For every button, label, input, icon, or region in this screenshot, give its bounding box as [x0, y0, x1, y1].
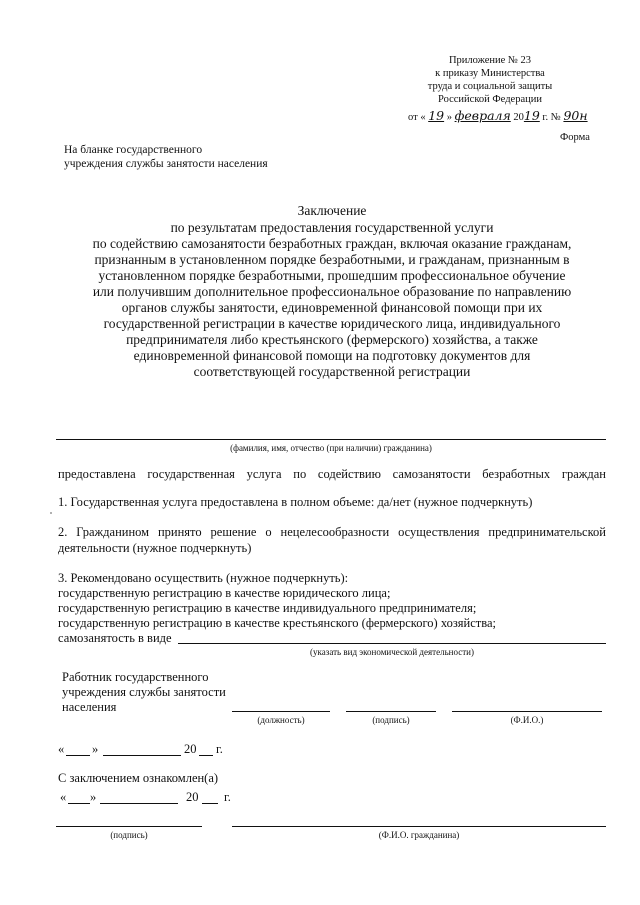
- document-title: [48, 203, 616, 380]
- date-2: [60, 790, 260, 806]
- economic-activity-field[interactable]: [178, 643, 606, 644]
- blank-line-2: учреждения службы занятости населения: [64, 158, 268, 170]
- item-3-line-2: государственную регистрацию в качестве юридического лица;: [58, 586, 391, 600]
- citizen-name-caption: (фамилия, имя, отчество (при наличии) гражданина): [230, 443, 432, 453]
- provided-text: предоставлена государственная услуга по содействию самозанятости безработных граждан: [58, 467, 606, 481]
- order-number-prefix: г. №: [542, 112, 561, 123]
- date-2-year-field[interactable]: [202, 803, 218, 804]
- item-1: 1. Государственная услуга предоставлена в полном объеме: да/нет (нужное подчеркнуть): [58, 495, 533, 509]
- title-line: по результатам предоставления государственной услуги: [170, 220, 494, 235]
- form-label: Форма: [560, 132, 590, 143]
- citizen-signature-caption: (подпись): [110, 830, 148, 840]
- worker-position-field[interactable]: [232, 711, 330, 712]
- date-1-close-quote: »: [92, 742, 99, 756]
- acquainted-label: С заключением ознакомлен(а): [58, 771, 219, 785]
- item-3-line-3: государственную регистрацию в качестве индивидуального предпринимателя;: [58, 601, 477, 615]
- blank-note: [64, 143, 324, 171]
- date-2-day-field[interactable]: [68, 803, 90, 804]
- citizen-fullname-caption: (Ф.И.О. гражданина): [378, 830, 460, 840]
- date-1-year-prefix: 20: [184, 742, 197, 756]
- date-1-year-field[interactable]: [199, 755, 213, 756]
- appendix-line-3: труда и социальной защиты: [427, 81, 553, 92]
- title-line: соответствующей государственной регистрации: [193, 364, 471, 379]
- title-heading: Заключение: [297, 203, 367, 218]
- worker-label: [62, 670, 242, 715]
- item-3-line-5: самозанятость в виде: [58, 631, 172, 645]
- appendix-line-4: Российской Федерации: [438, 94, 542, 105]
- title-line: органов службы занятости, единовременной финансовой помощи при их: [121, 300, 543, 315]
- date-1-year-suffix: г.: [216, 742, 223, 756]
- scan-speck: [50, 512, 52, 514]
- worker-signature-caption: (подпись): [372, 715, 410, 725]
- title-line: государственной регистрации в качестве юридического лица, индивидуального: [103, 316, 561, 331]
- worker-line-2: учреждения службы занятости: [62, 685, 226, 699]
- title-line: или получившим дополнительное профессиональное образование по направлению: [92, 284, 572, 299]
- date-1-month-field[interactable]: [103, 755, 181, 756]
- item-3-line-4: государственную регистрацию в качестве крестьянского (фермерского) хозяйства;: [58, 616, 496, 630]
- title-line: по содействию самозанятости безработных граждан, включая оказание гражданам,: [92, 236, 572, 251]
- item-2-line-1: 2. Гражданином принято решение о нецелесообразности осуществления предпринимательской: [58, 525, 606, 539]
- appendix-block: [360, 54, 620, 106]
- worker-position-caption: (должность): [257, 715, 305, 725]
- worker-name-caption: (Ф.И.О.): [510, 715, 544, 725]
- date-2-close-quote: »: [90, 790, 97, 804]
- citizen-fullname-field[interactable]: [232, 826, 606, 827]
- date-2-month-field[interactable]: [100, 803, 178, 804]
- worker-signature-field[interactable]: [346, 711, 436, 712]
- order-date-line: [408, 108, 588, 123]
- date-1-open-quote: «: [58, 742, 65, 756]
- title-line: установленном порядке безработными, прошедшим профессиональное обучение: [98, 268, 566, 283]
- order-number: 90н: [563, 108, 588, 123]
- economic-activity-caption: (указать вид экономической деятельности): [310, 647, 474, 657]
- order-year: 19: [523, 108, 540, 123]
- date-2-year-prefix: 20: [186, 790, 199, 804]
- blank-line-1: На бланке государственного: [64, 144, 203, 156]
- order-prefix: от «: [408, 112, 426, 123]
- date-1-day-field[interactable]: [66, 755, 90, 756]
- item-2-line-2: деятельности (нужное подчеркнуть): [58, 541, 252, 555]
- worker-line-3: населения: [62, 700, 117, 714]
- citizen-signature-field[interactable]: [56, 826, 202, 827]
- date-2-open-quote: «: [60, 790, 67, 804]
- order-month: февраля: [454, 108, 511, 123]
- order-mid: »: [446, 112, 452, 123]
- appendix-line-1: Приложение № 23: [448, 55, 532, 66]
- item-3-line-1: 3. Рекомендовано осуществить (нужное подчеркнуть):: [58, 571, 349, 585]
- worker-name-field[interactable]: [452, 711, 602, 712]
- appendix-line-2: к приказу Министерства: [435, 68, 545, 79]
- title-line: единовременной финансовой помощи на подготовку документов для: [133, 348, 531, 363]
- order-day: 19: [428, 108, 445, 123]
- worker-line-1: Работник государственного: [62, 670, 209, 684]
- citizen-name-field[interactable]: [56, 439, 606, 440]
- order-year-prefix: 20: [513, 112, 524, 123]
- date-1: [58, 742, 258, 758]
- title-line: предпринимателя либо крестьянского (фермерского) хозяйства, а также: [126, 332, 538, 347]
- title-line: признанным в установленном порядке безработными, и гражданам, признанным в: [94, 252, 570, 267]
- date-2-year-suffix: г.: [224, 790, 231, 804]
